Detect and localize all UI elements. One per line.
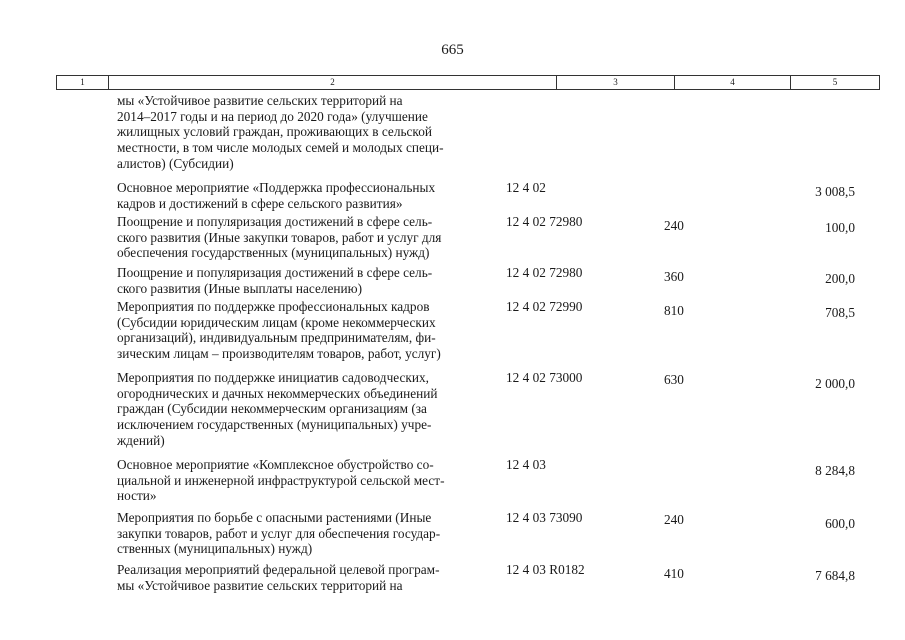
row-description: Поощрение и популяризация достижений в сфере сель- ского развития (Иные закупки товаров, работ и услуг для обеспечения государственных (муниципальных) нужд): [117, 214, 442, 261]
table-column-header: [56, 75, 880, 90]
row-amount: 200,0: [825, 271, 855, 286]
row-description: Основное мероприятие «Комплексное обустройство со- циальной и инженерной инфраструктурой сельской мест- ности»: [117, 457, 445, 504]
column-number-4: 4: [675, 76, 791, 89]
row-amount: 3 008,5: [815, 184, 855, 199]
row-amount: 8 284,8: [815, 463, 855, 478]
row-code: 12 4 02 72980: [506, 214, 583, 229]
row-description: мы «Устойчивое развитие сельских территорий на 2014–2017 годы и на период до 2020 года» (улучшение жилищных условий граждан, проживающих в сельской местности, в том числе молодых семей и молодых специ- алистов) (Субсидии): [117, 93, 444, 171]
row-code: 12 4 02 73000: [506, 370, 583, 385]
row-expense-type: 240: [664, 218, 684, 233]
row-expense-type: 630: [664, 372, 684, 387]
row-amount: 708,5: [825, 305, 855, 320]
row-code: 12 4 02 72980: [506, 265, 583, 280]
row-expense-type: 410: [664, 566, 684, 581]
row-amount: 100,0: [825, 220, 855, 235]
column-number-3: 3: [557, 76, 675, 89]
row-amount: 7 684,8: [815, 568, 855, 583]
row-description: Мероприятия по борьбе с опасными растениями (Иные закупки товаров, работ и услуг для обеспечения государ- ственных (муниципальных) нужд): [117, 510, 441, 557]
row-code: 12 4 03: [506, 457, 546, 472]
row-amount: 600,0: [825, 516, 855, 531]
row-amount: 2 000,0: [815, 376, 855, 391]
column-number-1: 1: [57, 76, 109, 89]
page-number: 665: [441, 42, 464, 58]
row-code: 12 4 03 73090: [506, 510, 583, 525]
column-number-2: 2: [109, 76, 557, 89]
row-code: 12 4 02 72990: [506, 299, 583, 314]
column-number-5: 5: [832, 77, 838, 87]
row-expense-type: 360: [664, 269, 684, 284]
row-description: Поощрение и популяризация достижений в сфере сель- ского развития (Иные выплаты населению): [117, 265, 433, 296]
row-code: 12 4 02: [506, 180, 546, 195]
row-expense-type: 240: [664, 512, 684, 527]
row-description: Основное мероприятие «Поддержка профессиональных кадров и достижений в сфере сельского развития»: [117, 180, 436, 211]
row-expense-type: 810: [664, 303, 684, 318]
row-description: Мероприятия по поддержке инициатив садоводческих, огороднических и дачных некоммерческих объединений граждан (Субсидии некоммерческим организациям (за исключением государственных (муниципальных) учре- ждений): [117, 370, 438, 448]
row-code: 12 4 03 R0182: [506, 562, 585, 577]
row-description: Мероприятия по поддержке профессиональных кадров (Субсидии юридическим лицам (кроме некоммерческих организаций), индивидуальным предпринимателям, фи- зическим лицам – производителям товаров, работ, услуг): [117, 299, 441, 362]
row-description: Реализация мероприятий федеральной целевой програм- мы «Устойчивое развитие сельских территорий на: [117, 562, 440, 593]
